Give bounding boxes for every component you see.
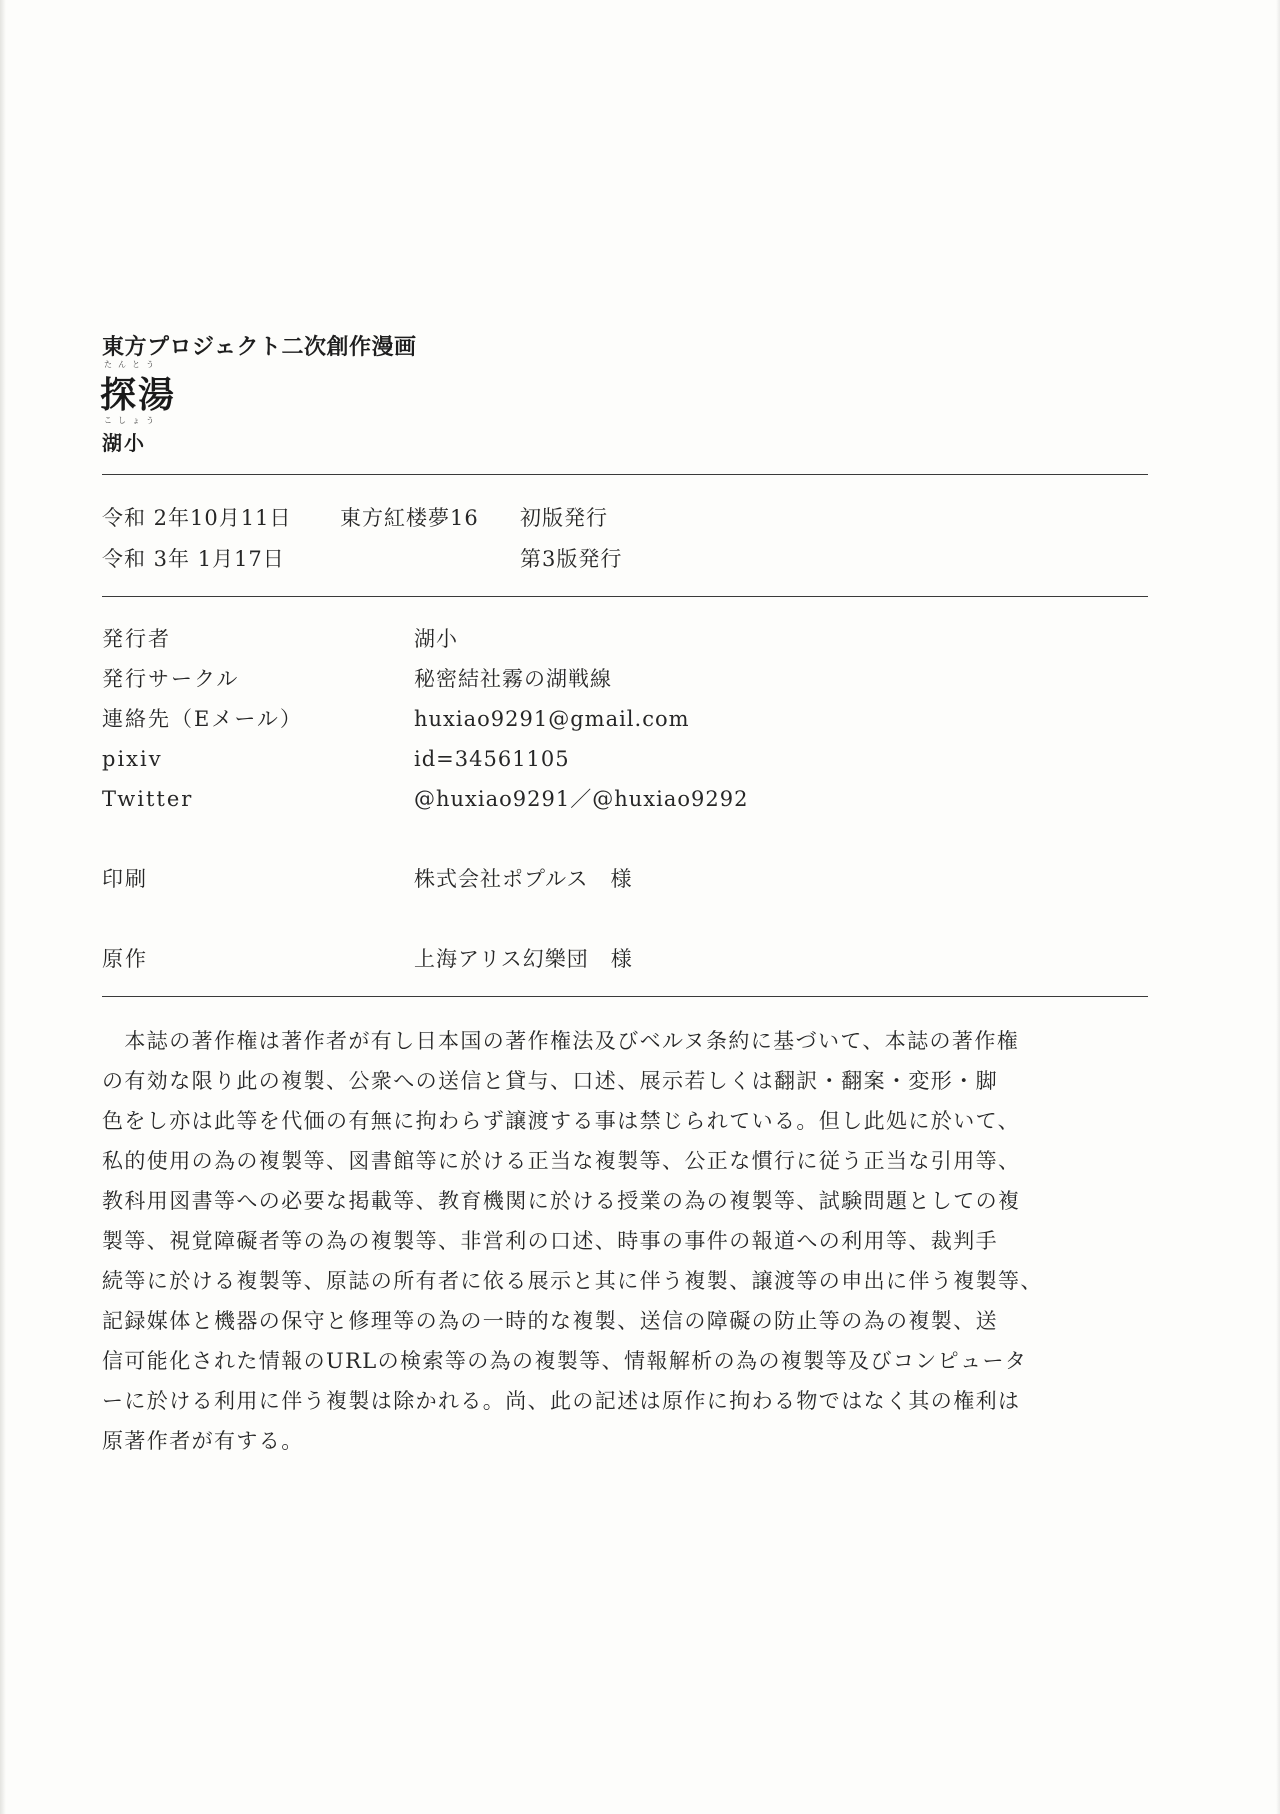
copyright-line: 色をし亦は此等を代価の有無に拘わらず譲渡する事は禁じられている。但し此処に於いて、 [102, 1109, 1020, 1133]
publication-event: 東方紅楼夢16 [340, 506, 479, 530]
info-label: pixiv [102, 747, 163, 771]
info-value: @huxiao9291／@huxiao9292 [414, 787, 749, 811]
copyright-line: 教科用図書等への必要な掲載等、教育機関に於ける授業の為の複製等、試験問題としての複 [102, 1189, 1021, 1213]
publication-date: 令和 3年 1月17日 [102, 547, 285, 571]
copyright-line: 製等、視覚障礙者等の為の複製等、非営利の口述、時事の事件の報道への利用等、裁判手 [102, 1229, 998, 1253]
info-label: 発行者 [102, 627, 171, 651]
copyright-line: 原著作者が有する。 [102, 1429, 304, 1453]
book-title: 探湯 [100, 375, 177, 416]
publication-edition: 第3版発行 [520, 547, 623, 571]
page-edge-shadow [0, 0, 6, 1814]
info-value: id=34561105 [414, 747, 570, 771]
info-label: Twitter [102, 787, 194, 811]
copyright-line: 本誌の著作権は著作者が有し日本国の著作権法及びベルヌ条約に基づいて、本誌の著作権 [102, 1029, 1020, 1053]
copyright-line: 私的使用の為の複製等、図書館等に於ける正当な複製等、公正な慣行に従う正当な引用等、 [102, 1149, 1021, 1173]
info-value: 株式会社ポプルス 様 [414, 867, 633, 891]
copyright-line: 信可能化された情報のURLの検索等の為の複製等、情報解析の為の複製等及びコンピュータ [102, 1349, 1028, 1373]
divider-top [102, 474, 1148, 475]
author-name: 湖小 [102, 431, 146, 455]
info-value: 上海アリス幻樂団 様 [414, 947, 633, 971]
info-value: huxiao9291@gmail.com [414, 707, 690, 731]
title-ruby: たんとう [104, 360, 160, 369]
author-ruby: こしょう [104, 416, 160, 425]
series-label: 東方プロジェクト二次創作漫画 [102, 335, 417, 360]
info-label: 発行サークル [102, 667, 240, 691]
copyright-line: 記録媒体と機器の保守と修理等の為の一時的な複製、送信の障礙の防止等の為の複製、送 [102, 1309, 998, 1333]
copyright-line: の有効な限り此の複製、公衆への送信と貸与、口述、展示若しくは翻訳・翻案・変形・脚 [102, 1069, 998, 1093]
page-edge-shadow-right [1276, 0, 1280, 1814]
divider-middle [102, 596, 1148, 597]
copyright-line: 続等に於ける複製等、原誌の所有者に依る展示と其に伴う複製、譲渡等の申出に伴う複製等、 [102, 1269, 1043, 1293]
divider-bottom [102, 996, 1148, 997]
info-label: 原作 [102, 947, 148, 971]
info-label: 連絡先（Eメール） [102, 707, 303, 731]
publication-edition: 初版発行 [520, 506, 608, 530]
copyright-notice [102, 1021, 1168, 1461]
copyright-line: ーに於ける利用に伴う複製は除かれる。尚、此の記述は原作に拘わる物ではなく其の権利は [102, 1389, 1021, 1413]
publication-date: 令和 2年10月11日 [102, 506, 292, 530]
info-value: 秘密結社霧の湖戦線 [414, 667, 612, 691]
info-label: 印刷 [102, 867, 148, 891]
info-value: 湖小 [414, 627, 458, 651]
